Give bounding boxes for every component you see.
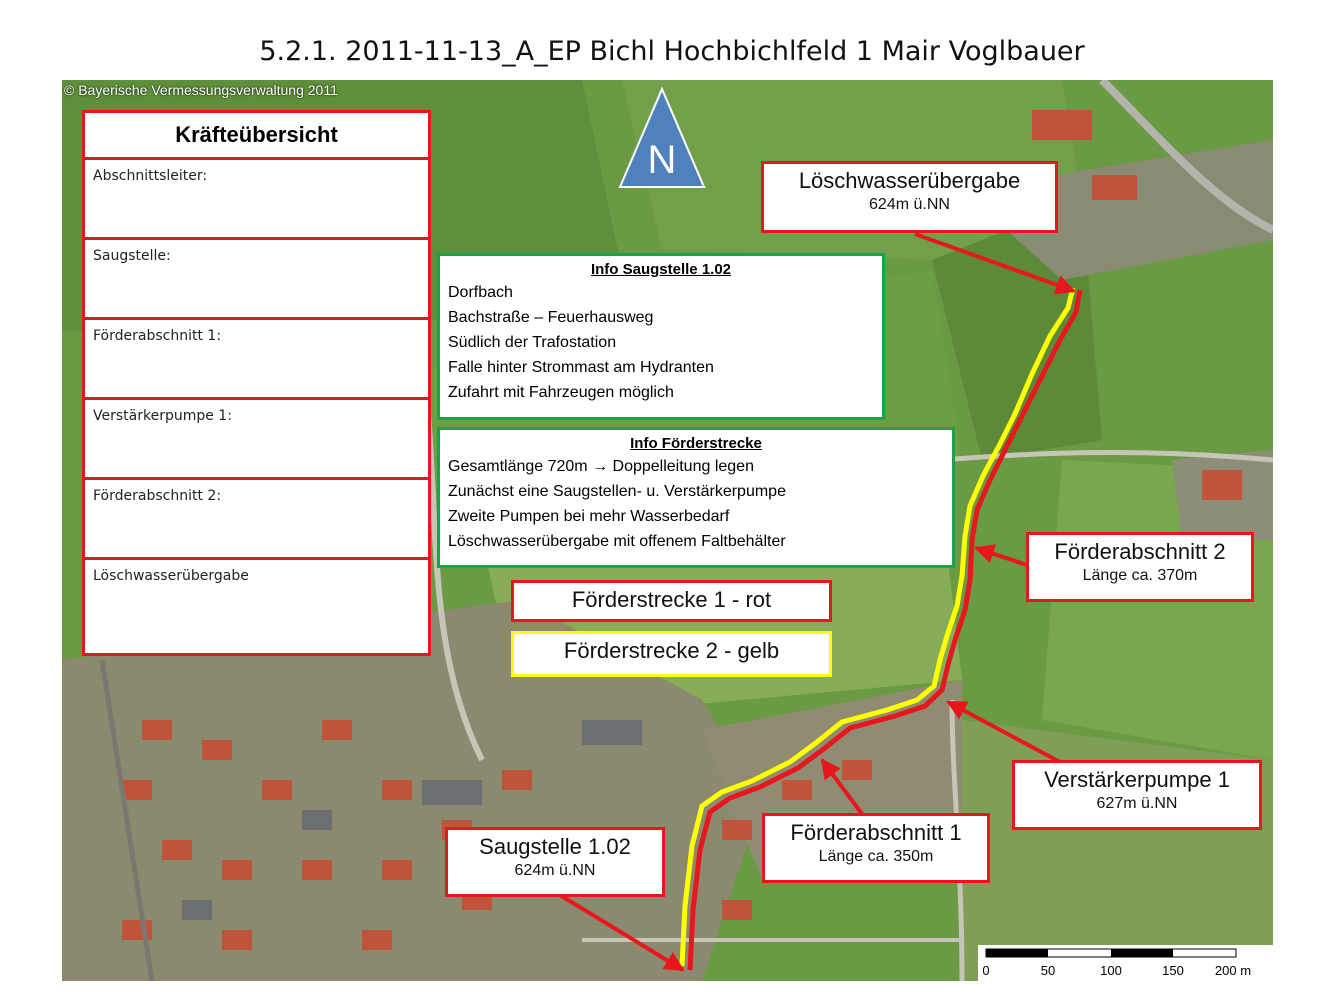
copyright-notice: © Bayerische Vermessungsverwaltung 2011 <box>64 82 338 98</box>
scale-tick: 100 <box>1100 963 1122 978</box>
scale-tick: 200 m <box>1214 963 1252 978</box>
info-foerderstrecke-line: Zweite Pumpen bei mehr Wasserbedarf <box>448 508 730 525</box>
info-saugstelle-box <box>437 253 885 420</box>
label-sub: 627m ü.NN <box>1096 795 1178 812</box>
info-foerderstrecke-line: Löschwasserübergabe mit offenem Faltbehälter <box>448 533 786 550</box>
scale-tick: 50 <box>1040 963 1056 978</box>
info-foerderstrecke-line: Zunächst eine Saugstellen- u. Verstärkerpumpe <box>448 483 786 500</box>
panel-row-abschnittsleiter: Abschnittsleiter: <box>85 160 428 240</box>
label-main: Saugstelle 1.02 <box>479 834 631 859</box>
info-foerderstrecke-heading: Info Förderstrecke <box>630 435 762 452</box>
forces-overview-panel <box>82 110 431 656</box>
panel-row-verstaerkerpumpe1: Verstärkerpumpe 1: <box>85 400 428 480</box>
label-sub: 624m ü.NN <box>869 196 950 213</box>
info-foerderstrecke-line: Gesamtlänge 720m → Doppelleitung legen <box>448 458 754 475</box>
info-saugstelle-line: Bachstraße – Feuerhausweg <box>448 309 654 326</box>
label-sub: Länge ca. 370m <box>1082 567 1198 584</box>
label-main: Förderabschnitt 2 <box>1054 539 1226 564</box>
scale-bar <box>978 945 1273 981</box>
legend-yellow: Förderstrecke 2 - gelb <box>511 631 832 677</box>
label-sub: 624m ü.NN <box>514 862 596 879</box>
info-saugstelle-line: Dorfbach <box>448 284 513 301</box>
scale-tick: 150 <box>1162 963 1184 978</box>
label-saugstelle <box>445 827 665 897</box>
label-foerderabschnitt2 <box>1026 532 1254 602</box>
label-foerderabschnitt1 <box>762 813 990 883</box>
legend-red: Förderstrecke 1 - rot <box>511 580 832 622</box>
info-foerderstrecke-box <box>437 427 955 568</box>
info-saugstelle-line: Südlich der Trafostation <box>448 334 617 351</box>
scale-tick: 0 <box>982 963 990 978</box>
panel-row-foerderabschnitt1: Förderabschnitt 1: <box>85 320 428 400</box>
panel-row-saugstelle: Saugstelle: <box>85 240 428 320</box>
panel-row-loeschwasseruebergabe: Löschwasserübergabe <box>93 568 249 584</box>
panel-row-foerderabschnitt2: Förderabschnitt 2: <box>85 480 428 560</box>
north-arrow-icon <box>618 87 706 189</box>
info-saugstelle-heading: Info Saugstelle 1.02 <box>590 261 732 278</box>
north-label: N <box>647 138 677 182</box>
label-main: Löschwasserübergabe <box>798 168 1021 193</box>
label-main: Förderabschnitt 1 <box>790 820 962 845</box>
label-loeschwasseruebergabe <box>761 161 1058 233</box>
label-sub: Länge ca. 350m <box>818 848 934 865</box>
info-saugstelle-line: Zufahrt mit Fahrzeugen möglich <box>448 384 674 401</box>
panel-header: Kräfteübersicht <box>85 113 428 160</box>
label-main: Verstärkerpumpe 1 <box>1044 767 1230 792</box>
info-saugstelle-line: Falle hinter Strommast am Hydranten <box>448 359 714 376</box>
page-title: 5.2.1. 2011-11-13_A_EP Bichl Hochbichlfeld 1 Mair Voglbauer <box>259 36 1085 67</box>
scale-bar-graphic <box>978 945 1273 981</box>
label-verstaerkerpumpe1 <box>1012 760 1262 830</box>
